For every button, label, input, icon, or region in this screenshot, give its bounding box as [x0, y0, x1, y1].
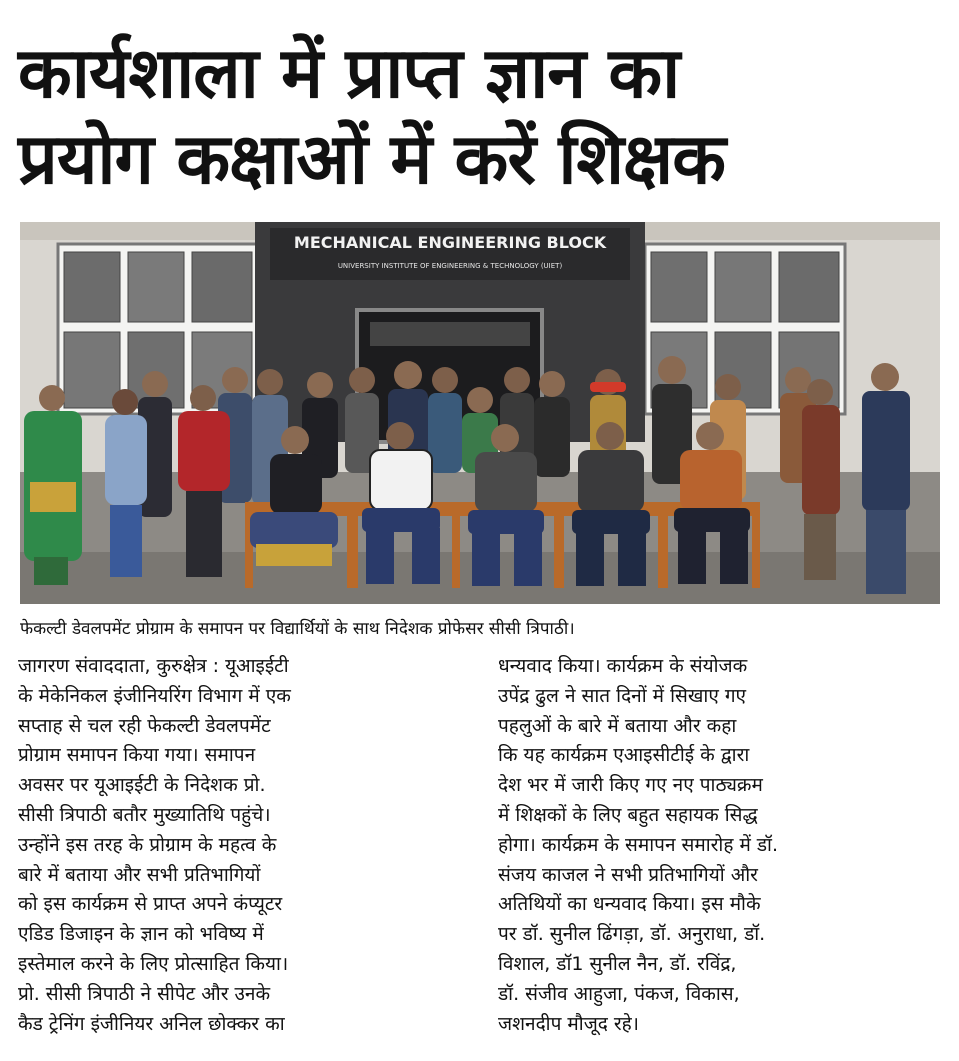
text-line: कि यह कार्यक्रम एआइसीटीई के द्वारा: [498, 744, 750, 767]
photo-caption: फेकल्टी डेवलपमेंट प्रोग्राम के समापन पर विद्यार्थियों के साथ निदेशक प्रोफेसर सीसी त्रिपाठी।: [20, 619, 575, 639]
text-line: जशनदीप मौजूद रहे।: [498, 1012, 639, 1035]
text-line: कैड ट्रेनिंग इंजीनियर अनिल छोक्कर का: [18, 1012, 285, 1035]
headline-line-1: कार्यशाला में प्राप्त ज्ञान का: [18, 32, 680, 114]
text-line: अतिथियों का धन्यवाद किया। इस मौके: [498, 893, 761, 916]
sign-title: MECHANICAL ENGINEERING BLOCK: [293, 233, 607, 252]
text-line: को इस कार्यक्रम से प्राप्त अपने कंप्यूटर: [18, 893, 283, 916]
text-line: संजय काजल ने सभी प्रतिभागियों और: [498, 863, 758, 886]
text-line: बारे में बताया और सभी प्रतिभागियों: [18, 863, 261, 886]
text-line: एडिड डिजाइन के ज्ञान को भविष्य में: [18, 923, 264, 946]
article-column-right: [498, 652, 938, 1039]
text-line: अवसर पर यूआइईटी के निदेशक प्रो.: [18, 774, 266, 797]
text-line: इस्तेमाल करने के लिए प्रोत्साहित किया।: [18, 952, 289, 975]
text-line: उपेंद्र ढुल ने सात दिनों में सिखाए गए: [498, 684, 747, 707]
group-photo-illustration: [20, 222, 940, 604]
sign-subtitle: UNIVERSITY INSTITUTE OF ENGINEERING & TECHNOLOGY (UIET): [337, 262, 563, 270]
standing-women: [24, 385, 230, 585]
news-photo: [20, 222, 940, 604]
text-line: धन्यवाद किया। कार्यक्रम के संयोजक: [498, 655, 748, 677]
text-line: होगा। कार्यक्रम के समापन समारोह में डॉ.: [498, 833, 779, 856]
headline: [18, 30, 943, 202]
text-line: में शिक्षकों के लिए बहुत सहायक सिद्ध: [498, 803, 758, 826]
article-column-left: [18, 652, 458, 1039]
text-line: पहलुओं के बारे में बताया और कहा: [498, 714, 737, 737]
text-line: उन्होंने इस तरह के प्रोग्राम के महत्व के: [18, 833, 277, 856]
text-line: के मेकेनिकल इंजीनियरिंग विभाग में एक: [18, 684, 291, 707]
text-line: सीसी त्रिपाठी बतौर मुख्यातिथि पहुंचे।: [18, 803, 271, 826]
text-line: सप्ताह से चल रही फेकल्टी डेवलपमेंट: [18, 714, 271, 737]
headline-line-2: प्रयोग कक्षाओं में करें शिक्षक: [18, 118, 725, 200]
text-line: डॉ. संजीव आहुजा, पंकज, विकास,: [498, 982, 740, 1005]
text-line: प्रो. सीसी त्रिपाठी ने सीपेट और उनके: [18, 982, 271, 1005]
text-line: पर डॉ. सुनील ढिंगड़ा, डॉ. अनुराधा, डॉ.: [498, 923, 766, 946]
text-line: प्रोग्राम समापन किया गया। समापन: [18, 744, 256, 767]
text-line: जागरण संवाददाता, कुरुक्षेत्र : यूआइईटी: [18, 655, 289, 677]
text-line: देश भर में जारी किए गए नए पाठ्यक्रम: [498, 774, 763, 797]
text-line: विशाल, डॉ1 सुनील नैन, डॉ. रविंद्र,: [498, 952, 737, 975]
